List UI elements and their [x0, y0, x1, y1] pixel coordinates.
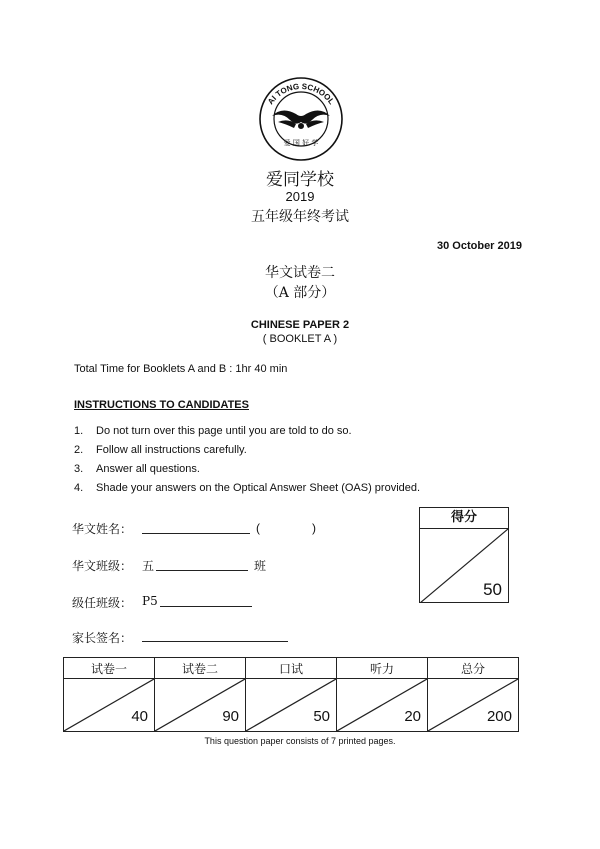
year: 2019	[285, 189, 315, 204]
logo-motto: 爱 国 好 学	[283, 139, 319, 147]
parent-sign-field[interactable]	[142, 641, 288, 642]
name-paren-close: )	[312, 521, 316, 535]
class-suffix: 班	[254, 559, 267, 573]
instruction-item: 1. Do not turn over this page until you are told to do so.	[74, 425, 352, 437]
score-col-header: 口试	[246, 658, 337, 679]
score-cell-max: 200	[486, 708, 512, 725]
paper-title-cn: 华文试卷二	[265, 265, 335, 281]
total-time: Total Time for Booklets A and B : 1hr 40 min	[74, 363, 288, 375]
score-table	[63, 657, 519, 732]
score-cell-max: 40	[131, 708, 148, 725]
score-cell[interactable]	[337, 679, 428, 732]
class-prefix: 五	[142, 559, 155, 573]
instructions-heading: INSTRUCTIONS TO CANDIDATES	[74, 399, 249, 411]
instruction-item: 4. Shade your answers on the Optical Answer Sheet (OAS) provided.	[74, 482, 421, 494]
footer-note: This question paper consists of 7 printed pages.	[204, 736, 396, 746]
instruction-item: 3. Answer all questions.	[74, 463, 200, 475]
score-col-header: 试卷二	[155, 658, 246, 679]
instruction-item: 2. Follow all instructions carefully.	[74, 444, 247, 456]
score-table-header	[64, 658, 519, 679]
class-label: 华文班级：	[72, 559, 133, 573]
logo-ring-text: AI TONG SCHOOL	[265, 81, 337, 107]
score-box-max: 50	[483, 580, 502, 599]
score-cell-max: 50	[313, 708, 330, 725]
name-label: 华文姓名：	[72, 522, 133, 536]
form-class-value: P5	[142, 594, 158, 608]
score-table-row	[64, 679, 519, 732]
score-cell-max: 20	[404, 708, 421, 725]
form-class-label: 级任班级：	[72, 596, 133, 610]
score-col-header: 试卷一	[64, 658, 155, 679]
score-cell[interactable]	[428, 679, 519, 732]
name-paren-open: (	[256, 521, 260, 535]
svg-text:AI TONG SCHOOL	[266, 82, 336, 106]
form-class-field[interactable]	[160, 606, 252, 607]
exam-date: 30 October 2019	[437, 240, 522, 252]
score-col-header: 总分	[428, 658, 519, 679]
name-field[interactable]	[142, 533, 250, 534]
instructions-list	[74, 425, 420, 501]
school-logo	[258, 76, 344, 162]
score-cell[interactable]	[246, 679, 337, 732]
score-box	[419, 507, 509, 603]
score-cell-max: 90	[222, 708, 239, 725]
paper-title-en: CHINESE PAPER 2	[250, 319, 350, 331]
score-col-header: 听力	[337, 658, 428, 679]
score-cell[interactable]	[155, 679, 246, 732]
exam-title: 五年级年终考试	[251, 209, 349, 225]
parent-sign-label: 家长签名：	[72, 631, 133, 645]
booklet-en: ( BOOKLET A )	[262, 333, 338, 345]
score-box-entry[interactable]	[420, 529, 508, 603]
class-field[interactable]	[156, 570, 248, 571]
school-name: 爱同学校	[266, 170, 334, 190]
score-box-label: 得分	[420, 508, 508, 529]
score-cell[interactable]	[64, 679, 155, 732]
booklet-cn: （A 部分）	[264, 285, 336, 301]
